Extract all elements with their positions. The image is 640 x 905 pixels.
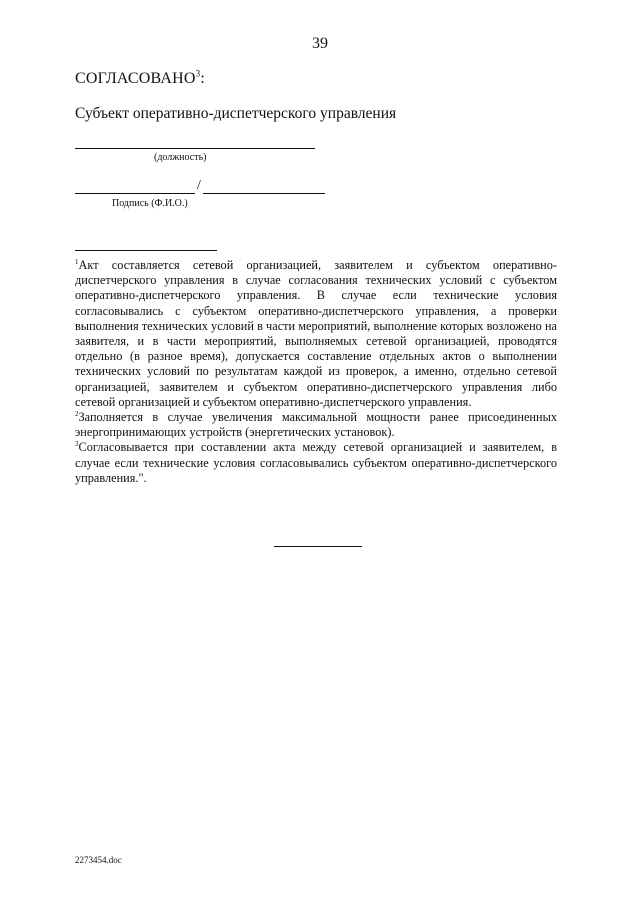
position-caption: (должность) — [154, 152, 207, 163]
document-id: 2273454.doc — [75, 855, 122, 865]
footnote-3 — [75, 440, 557, 486]
name-line — [203, 193, 325, 194]
closing-rule — [274, 546, 362, 547]
agreed-heading — [75, 70, 205, 88]
footnote-2 — [75, 410, 557, 440]
footnote-1-text: Акт составляется сетевой организацией, заявителем и субъектом оперативно-диспетчерского управления в случае согласования технических условий с субъектом оперативно-диспетчерского управления. В случае если технические условия согласовывались с субъектом оперативно-диспетчерского управления, а проверки выполнения технических условий в части мероприятий, выполнение которых возложено на заявителя, и в части мероприятий, выполняемых сетевой организацией, проводятся отдельно (в разное время), допускается составление отдельных актов о выполнении технических условий по результатам каждой из проверок, а именно, отдельно сетевой организацией, заявителем и субъектом оперативно-диспетчерского управления либо сетевой организацией и субъектом оперативно-диспетчерского управления. — [75, 258, 557, 409]
footnote-separator — [75, 250, 217, 251]
footnote-3-marker: 3 — [75, 440, 79, 449]
footnote-3-text: Согласовывается при составлении акта между сетевой организацией и заявителем, в случае если технические условия согласовывались субъектом оперативно-диспетчерского управления.". — [75, 440, 557, 485]
signature-line — [75, 193, 195, 194]
agreed-label: СОГЛАСОВАНО — [75, 70, 196, 87]
agreed-suffix: : — [200, 70, 205, 87]
footnotes — [75, 258, 557, 486]
footnote-1-marker: 1 — [75, 257, 79, 266]
footnote-2-marker: 2 — [75, 409, 79, 418]
agreed-footnote-marker: 3 — [195, 68, 201, 79]
position-line — [75, 148, 315, 149]
footnote-2-text: Заполняется в случае увеличения максимальной мощности ранее присоединенных энергопринимающих устройств (энергетических установок). — [75, 410, 557, 440]
signature-caption: Подпись (Ф.И.О.) — [112, 198, 188, 209]
subject-title: Субъект оперативно-диспетчерского управления — [75, 105, 397, 122]
signature-slash: / — [197, 178, 201, 193]
footnote-1 — [75, 258, 557, 410]
page-number: 39 — [312, 35, 328, 52]
